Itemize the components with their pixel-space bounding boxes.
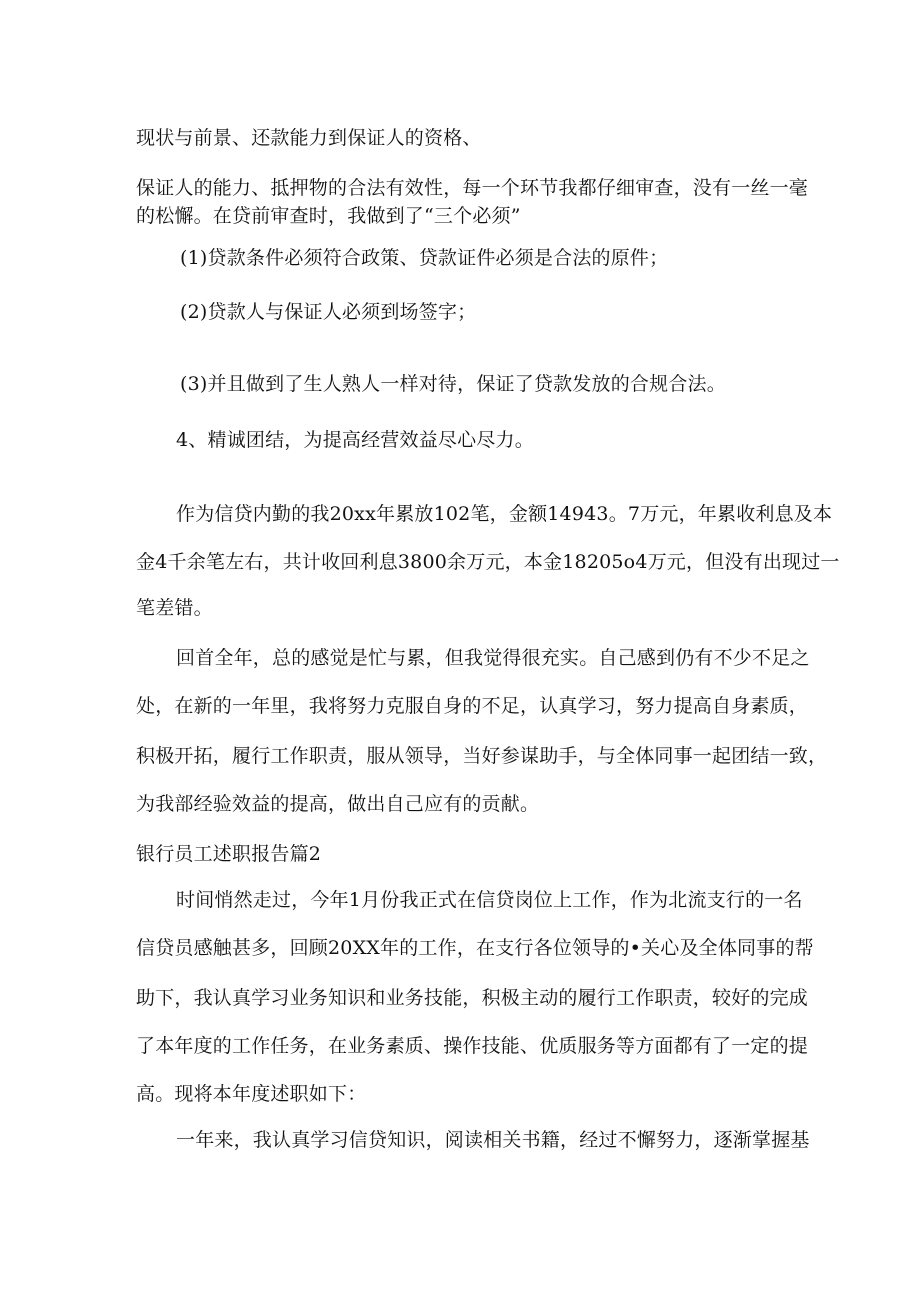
review-para-line-1: 保证人的能力、抵押物的合法有效性，每一个环节我都仔细审查，没有一丝一毫: [136, 177, 809, 199]
year-review-line-4: 为我部经验效益的提高，做出自己应有的贡献。: [136, 793, 540, 815]
intro-para-line-3: 助下，我认真学习业务知识和业务技能，积极主动的履行工作职责，较好的完成: [136, 987, 809, 1009]
stats-para-line-2: 金4千余笔左右，共计收回利息3800余万元，本金18205o4万元，但没有出现过一: [136, 551, 840, 573]
must-item-1: (1)贷款条件必须符合政策、贷款证件必须是合法的原件；: [180, 247, 669, 269]
section-title: 银行员工述职报告篇2: [136, 843, 322, 865]
stats-para-line-3: 笔差错。: [136, 597, 213, 619]
year-review-line-2: 处，在新的一年里，我将努力克服自身的不足，认真学习，努力提高自身素质，: [136, 695, 809, 717]
must-item-2: (2)贷款人与保证人必须到场签字；: [180, 301, 477, 323]
last-para-line-1: 一年来，我认真学习信贷知识，阅读相关书籍，经过不懈努力，逐渐掌握基: [176, 1129, 810, 1151]
year-review-line-3: 积极开拓，履行工作职责，服从领导，当好参谋助手，与全体同事一起团结一致，: [136, 745, 828, 767]
stats-para-line-1: 作为信贷内勤的我20xx年累放102笔，金额14943。7万元，年累收利息及本: [176, 503, 833, 525]
point-4-heading: 4、精诚团结，为提高经营效益尽心尽力。: [176, 429, 534, 451]
review-para-line-2: 的松懈。在贷前审查时，我做到了“三个必须”: [136, 205, 521, 227]
intro-para-line-1: 时间悄然走过，今年1月份我正式在信贷岗位上工作，作为北流支行的一名: [176, 889, 803, 911]
year-review-line-1: 回首全年，总的感觉是忙与累，但我觉得很充实。自己感到仍有不少不足之: [176, 647, 810, 669]
intro-para-line-4: 了本年度的工作任务，在业务素质、操作技能、优质服务等方面都有了一定的提: [136, 1035, 809, 1057]
intro-para-line-2: 信贷员感触甚多，回顾20XX年的工作，在支行各位领导的•关心及全体同事的帮: [136, 937, 814, 959]
intro-para-line-5: 高。现将本年度述职如下：: [136, 1083, 367, 1105]
top-fragment-line: 现状与前景、还款能力到保证人的资格、: [136, 127, 482, 149]
must-item-3: (3)并且做到了生人熟人一样对待，保证了贷款发放的合规合法。: [180, 373, 726, 395]
